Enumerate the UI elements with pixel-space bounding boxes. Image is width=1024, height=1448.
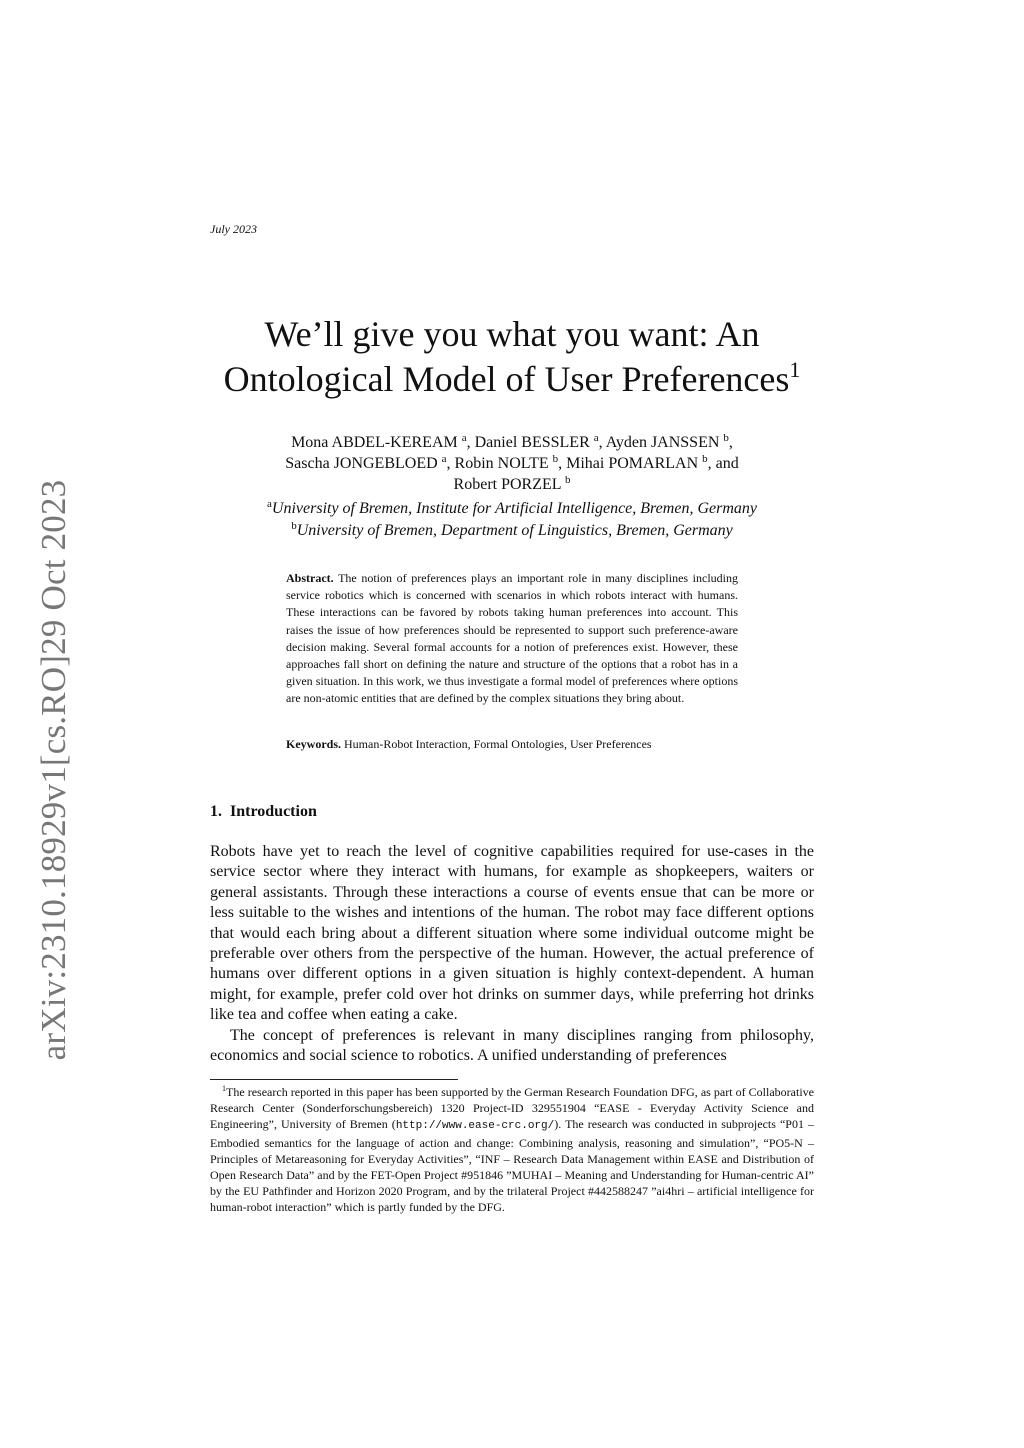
footnote-text-part-1: The research reported in this paper has been supported by the German Research Foundation DFG, as part of Collaborative Research Center (Sonderforschungsbereich) 1320 Project-ID 329551904 “EASE - Everyday Activity Science and Engineering”, University of Bremen ( bbox=[210, 1085, 814, 1132]
author-separator: , bbox=[466, 434, 475, 451]
title-line-2-text: Ontological Model of User Preferences bbox=[223, 359, 790, 399]
author-separator: , bbox=[446, 455, 455, 472]
affiliation-mark: a bbox=[267, 498, 272, 510]
affiliation-text: University of Bremen, Department of Linguistics, Bremen, Germany bbox=[296, 522, 733, 539]
affiliation-b bbox=[160, 520, 864, 542]
footnote bbox=[210, 1084, 814, 1216]
body-text bbox=[210, 842, 814, 1066]
author-affiliation-mark: b bbox=[702, 453, 708, 465]
author-name: Sascha JONGEBLOED bbox=[285, 455, 438, 472]
affiliation-mark: b bbox=[291, 520, 297, 532]
keywords bbox=[286, 737, 738, 752]
author-affiliation-mark: a bbox=[593, 432, 599, 444]
abstract-label: Abstract. bbox=[286, 571, 334, 585]
footnote-text-part-2: ). The research was conducted in subprojects “P01 – Embodied semantics for the language of action and change: Combining analysis, reasoning and simulation”, “PO5-N – Principles of Metareasoning for Everyday Activities”, “INF – Research Data Management within EASE and Distribution of Open Research Data” and by the FET-Open Project #951846 ”MUHAI – Meaning and Understanding for Human-centric AI” by the EU Pathfinder and Horizon 2020 Program, and by the trilateral Project #442588247 ”ai4hri – artificial intelligence for human-robot interaction” which is partly funded by the DFG. bbox=[210, 1117, 814, 1215]
author-name: Mona ABDEL-KEREAM bbox=[291, 434, 458, 451]
footnote-rule bbox=[210, 1079, 458, 1080]
footnote-mark: 1 bbox=[222, 1084, 226, 1093]
author-name: Daniel BESSLER bbox=[474, 434, 590, 451]
author-name: Mihai POMARLAN bbox=[566, 455, 699, 472]
footnote-url-link[interactable]: http://www.ease-crc.org/ bbox=[395, 1120, 555, 1133]
author-line-3 bbox=[210, 474, 814, 495]
arxiv-stamp bbox=[34, 479, 74, 1061]
abstract-text: The notion of preferences plays an important role in many disciplines including service robotics which is concerned with scenarios in which robots interact with humans. These interactions can be favored by robots taking human preferences into account. This raises the issue of how preferences should be represented to support such preference-aware decision making. Several formal accounts for a notion of preferences exist. However, these approaches fall short on defining the nature and structure of the options that a robot has in a given situation. In this work, we thus investigate a formal model of preferences where options are non-atomic entities that are defined by the complex situations they bring about. bbox=[286, 571, 738, 706]
section-heading bbox=[210, 803, 317, 821]
author-name: Ayden JANSSEN bbox=[605, 434, 720, 451]
author-affiliation-mark: b bbox=[552, 453, 559, 465]
arxiv-category: [cs.RO] bbox=[34, 654, 73, 767]
title-line-2 bbox=[160, 357, 864, 402]
arxiv-date: 29 Oct 2023 bbox=[34, 479, 73, 655]
author-list bbox=[210, 432, 814, 495]
keywords-text: Human-Robot Interaction, Formal Ontologies, User Preferences bbox=[344, 737, 652, 751]
author-affiliation-mark: a bbox=[441, 453, 447, 465]
author-line-1 bbox=[210, 432, 814, 453]
author-separator: , and bbox=[707, 455, 739, 472]
affiliations bbox=[160, 498, 864, 542]
author-separator: , bbox=[728, 434, 733, 451]
paper-title bbox=[160, 312, 864, 402]
title-line-1: We’ll give you what you want: An bbox=[264, 314, 760, 354]
author-affiliation-mark: a bbox=[461, 432, 467, 444]
author-name: Robert PORZEL bbox=[453, 476, 561, 493]
title-footnote-mark: 1 bbox=[789, 357, 801, 382]
abstract bbox=[286, 570, 738, 708]
arxiv-id: arXiv:2310.18929v1 bbox=[34, 766, 73, 1061]
author-separator: , bbox=[558, 455, 567, 472]
header-date: July 2023 bbox=[210, 222, 257, 236]
keywords-label: Keywords. bbox=[286, 737, 341, 751]
paragraph: Robots have yet to reach the level of cognitive capabilities required for use-cases in the service sector where they interact with humans, for example as shopkeepers, waiters or general assistants. Through these interactions a course of events ensue that can be more or less suitable to the wishes and intentions of the human. The robot may face different options that would each bring about a different situation where some individual outcome might be preferable over others from the perspective of the human. However, the actual preference of humans over different options in a given situation is highly context-dependent. A human might, for example, prefer cold over hot drinks on summer days, while preferring hot drinks like tea and coffee when eating a cake. bbox=[210, 843, 814, 1024]
author-affiliation-mark: b bbox=[564, 474, 571, 486]
section-title: Introduction bbox=[230, 803, 317, 820]
author-name: Robin NOLTE bbox=[454, 455, 549, 472]
section-number: 1. bbox=[210, 803, 222, 820]
author-line-2 bbox=[210, 453, 814, 474]
author-separator: , bbox=[598, 434, 606, 451]
author-affiliation-mark: b bbox=[723, 432, 729, 444]
affiliation-a bbox=[160, 498, 864, 520]
affiliation-text: University of Bremen, Institute for Artificial Intelligence, Bremen, Germany bbox=[271, 500, 757, 517]
paragraph: The concept of preferences is relevant in many disciplines ranging from philosophy, economics and social science to robotics. A unified understanding of preferences bbox=[210, 1026, 814, 1065]
